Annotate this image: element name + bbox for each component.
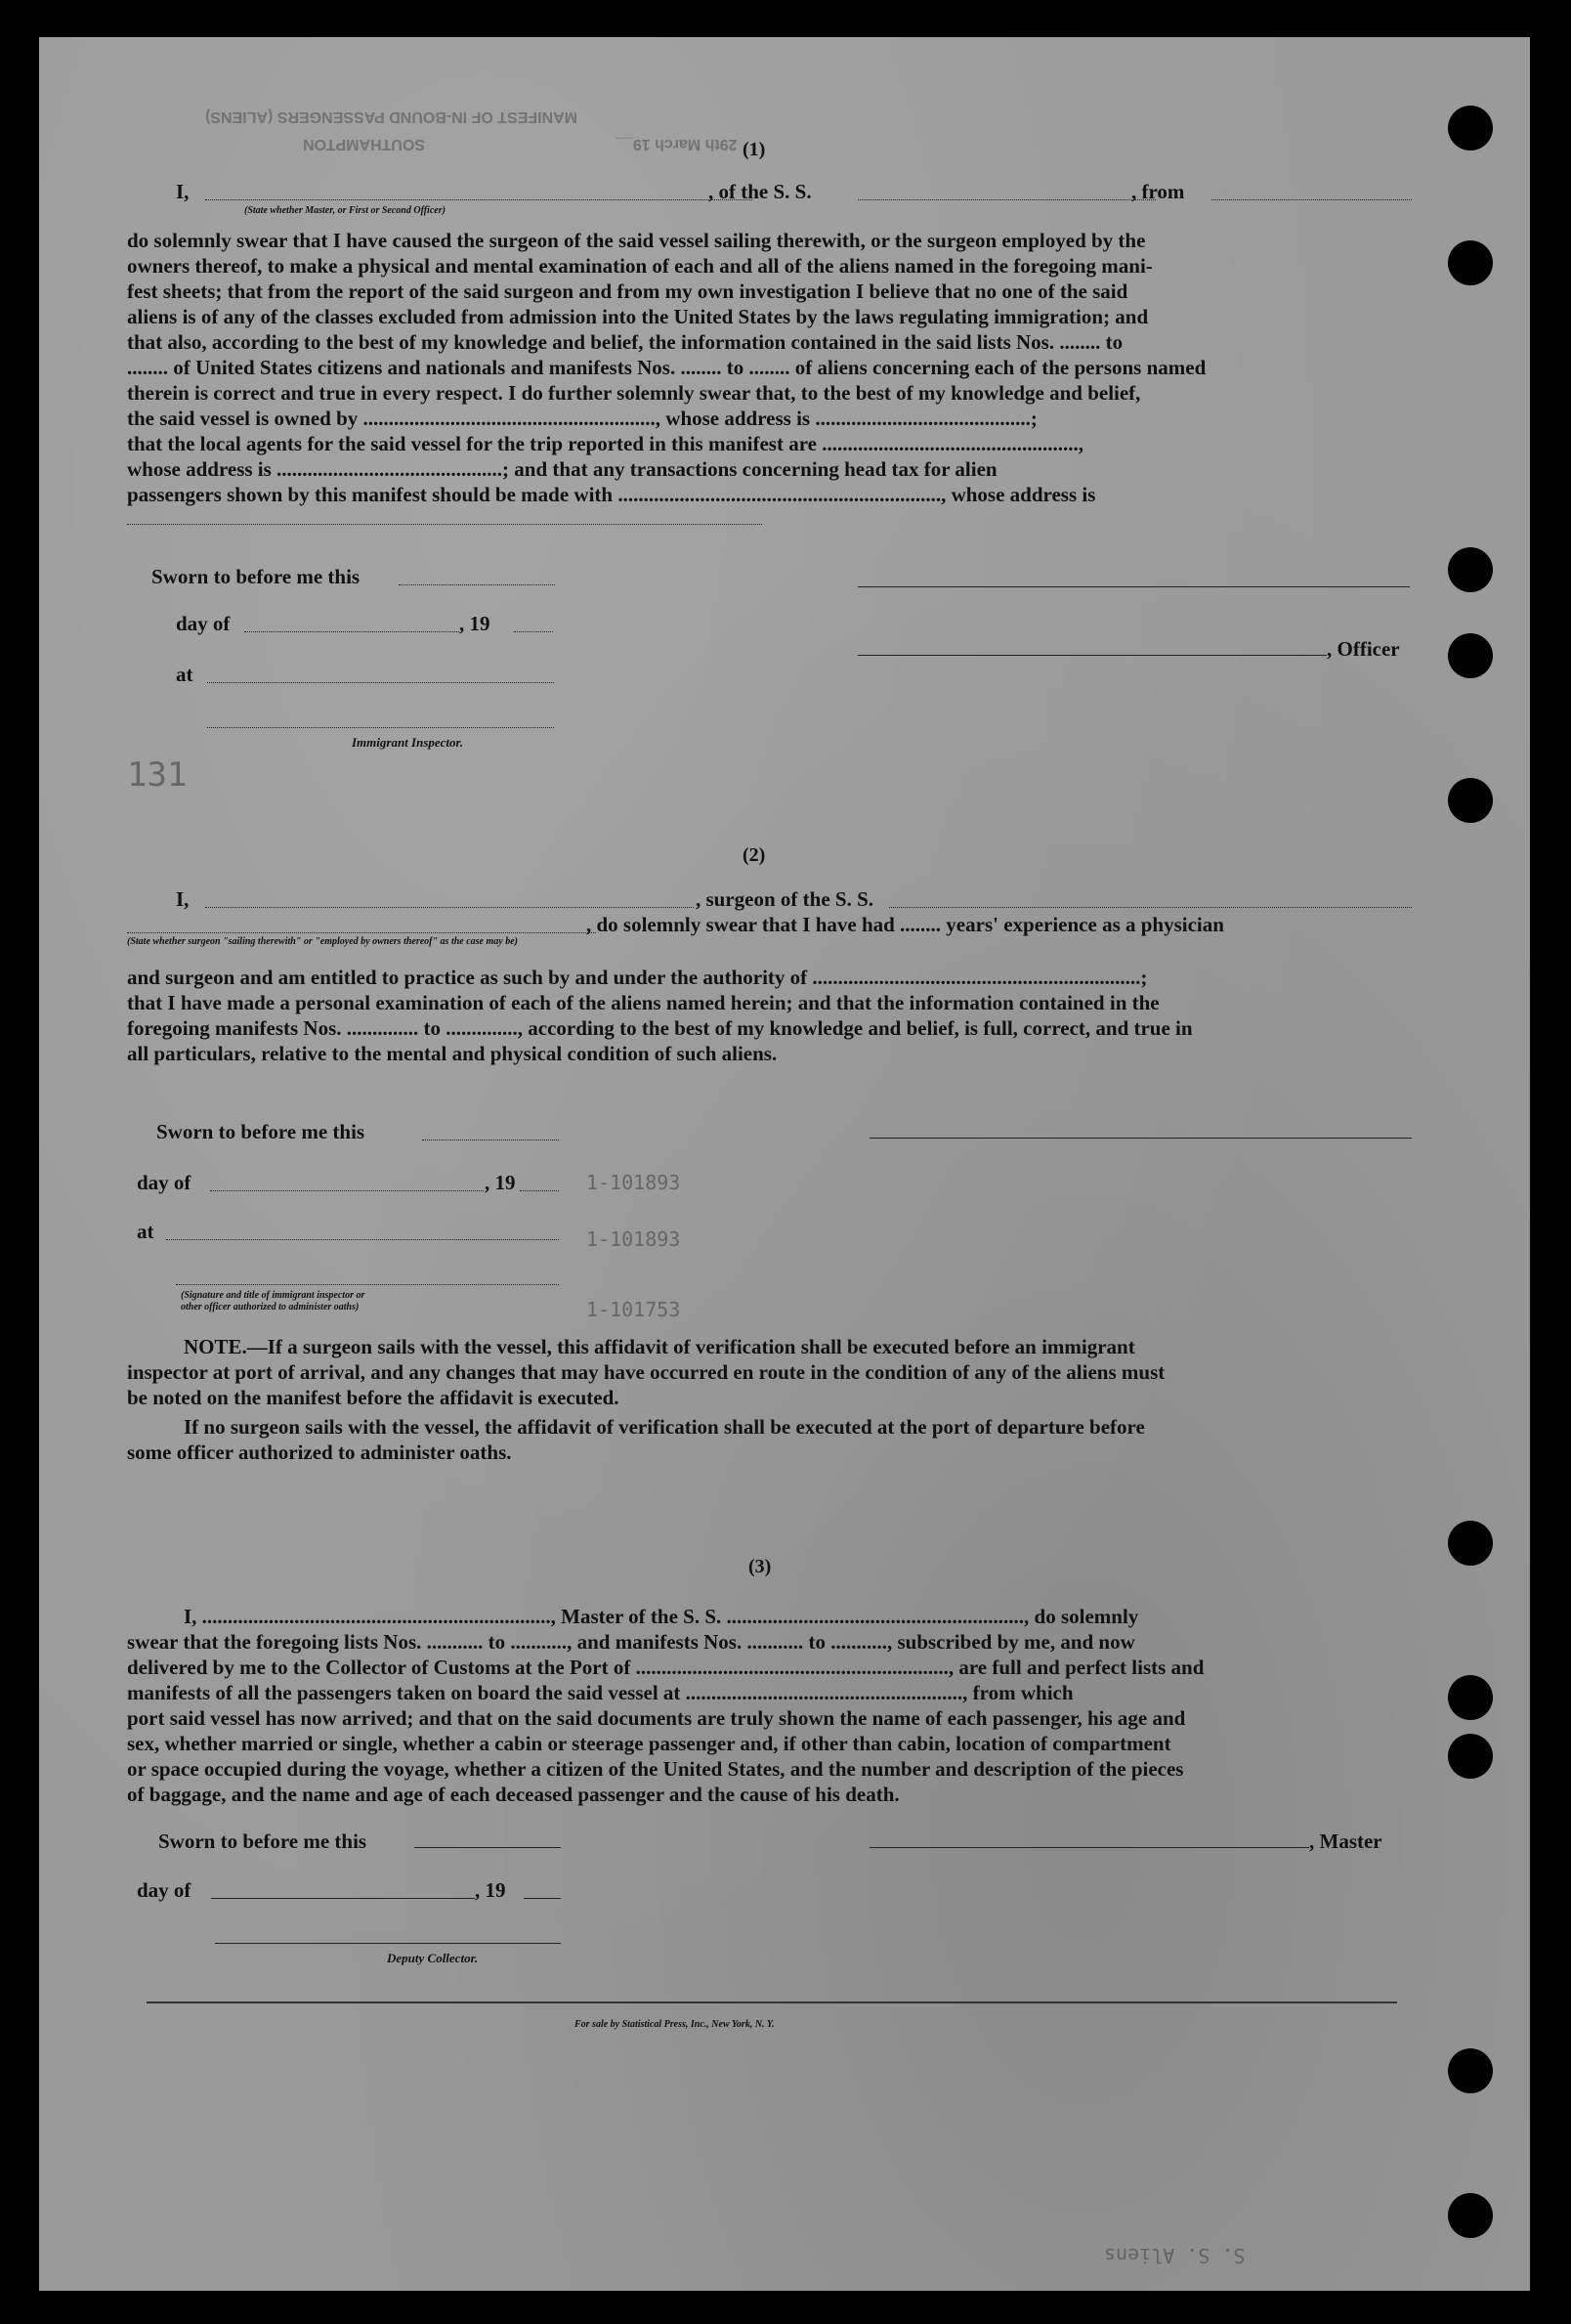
section2-caption: (State whether surgeon "sailing therewith" or "employed by owners thereof" as the case may be) <box>127 936 518 947</box>
section3-master-label: , Master <box>1309 1829 1382 1853</box>
section1-line: aliens is of any of the classes excluded from admission into the United States by the laws regulating immigration; and <box>127 305 1149 328</box>
from-port-field[interactable] <box>1211 199 1412 200</box>
section3-line: manifests of all the passengers taken on board the said vessel at ......................................................, from which <box>127 1681 1074 1704</box>
note-line: inspector at port of arrival, and any changes that may have occurred en route in the condition of any of the aliens must <box>127 1360 1166 1384</box>
sworn-date-field[interactable] <box>399 584 555 585</box>
section3-line: delivered by me to the Collector of Customs at the Port of ............................................................., are full and perfect lists and <box>127 1656 1205 1679</box>
punch-hole <box>1448 1734 1493 1779</box>
address-continuation-field[interactable] <box>127 524 762 525</box>
section1-line: that the local agents for the said vessel for the trip reported in this manifest are .................................................., <box>127 432 1083 455</box>
section3-sworn-field[interactable] <box>414 1847 561 1848</box>
punch-hole <box>1448 1521 1493 1566</box>
at-field[interactable] <box>207 682 554 683</box>
section3-line: I, ...................................................................., Master of the S. S. .........................................................., do solemnly <box>184 1605 1139 1628</box>
note-line: NOTE.—If a surgeon sails with the vessel, this affidavit of verification shall be executed before an immigrant <box>184 1335 1135 1358</box>
section2-surgeon-of: , surgeon of the S. S. <box>696 887 874 911</box>
section1-from: , from <box>1131 180 1185 203</box>
bleed-header-line1: MANIFEST OF IN-BOUND PASSENGERS (ALIENS) <box>205 108 578 125</box>
bleed-mark: 131 <box>127 755 188 795</box>
punch-hole <box>1448 547 1493 592</box>
section1-day-of-label: day of <box>176 612 231 635</box>
bleed-header-line2: SOUTHAMPTON <box>303 136 426 152</box>
printer-footer: For sale by Statistical Press, Inc., New York, N. Y. <box>574 2019 775 2030</box>
surgeon-name-field[interactable] <box>205 907 694 908</box>
day-of-field[interactable] <box>244 631 459 632</box>
section2-line: that I have made a personal examination of each of the aliens named herein; and that the information contained in the <box>127 991 1160 1014</box>
note-line: If no surgeon sails with the vessel, the affidavit of verification shall be executed at the port of departure before <box>184 1415 1145 1439</box>
section1-line: the said vessel is owned by ........................................................., whose address is ..........................................; <box>127 407 1038 430</box>
section1-caption: (State whether Master, or First or Second Officer) <box>244 205 446 216</box>
section1-line: passengers shown by this manifest should be made with ..............................................................., whose address is <box>127 483 1096 506</box>
section3-number: (3) <box>748 1556 772 1577</box>
section2-inspector-field[interactable] <box>176 1284 559 1285</box>
section1-line: owners thereof, to make a physical and mental examination of each and all of the aliens named in the foregoing mani- <box>127 254 1153 278</box>
section2-at-field[interactable] <box>166 1239 559 1240</box>
section1-officer-label: , Officer <box>1327 637 1400 661</box>
deputy-collector-caption: Deputy Collector. <box>387 1951 479 1965</box>
section3-year-label: , 19 <box>475 1878 506 1902</box>
section1-line: that also, according to the best of my knowledge and belief, the information contained in the said lists Nos. ........ to <box>127 330 1124 354</box>
master-signature-line[interactable] <box>870 1847 1309 1848</box>
section2-line: all particulars, relative to the mental and physical condition of such aliens. <box>127 1042 778 1065</box>
bleed-mark: 1-101893 <box>586 1227 681 1251</box>
punch-hole <box>1448 106 1493 151</box>
punch-hole <box>1448 2048 1493 2093</box>
section1-year-label: , 19 <box>459 612 490 635</box>
surgeon-type-field[interactable] <box>127 932 596 933</box>
section2-caption-a: (Signature and title of immigrant inspector or <box>181 1290 365 1301</box>
section2-at-label: at <box>137 1220 154 1243</box>
section2-line: foregoing manifests Nos. .............. to .............., according to the best of my knowledge and belief, is full, correct, and true in <box>127 1016 1193 1040</box>
punch-hole <box>1448 1675 1493 1720</box>
section3-day-of-label: day of <box>137 1878 191 1902</box>
officer-signature-line[interactable] <box>858 586 1410 587</box>
section1-line: fest sheets; that from the report of the said surgeon and from my own investigation I believe that no one of the said <box>127 280 1128 303</box>
bleed-mark: 1-101893 <box>586 1171 681 1194</box>
bleed-header-line3: 29th March 19__ <box>616 136 738 152</box>
section2-year-field[interactable] <box>520 1190 559 1191</box>
section3-line: swear that the foregoing lists Nos. ........... to ..........., and manifests Nos. ........... to ..........., subscribed by me, and now <box>127 1630 1135 1654</box>
immigrant-inspector-caption: Immigrant Inspector. <box>352 735 464 750</box>
section2-line: and surgeon and am entitled to practice as such by and under the authority of ................................................................; <box>127 966 1148 989</box>
section1-sworn-label: Sworn to before me this <box>151 565 361 588</box>
punch-hole <box>1448 778 1493 823</box>
section2-number: (2) <box>743 844 766 866</box>
deputy-collector-signature-line[interactable] <box>215 1943 561 1944</box>
section3-year-field[interactable] <box>524 1898 561 1899</box>
footer-rule <box>147 2001 1397 2003</box>
section3-day-field[interactable] <box>211 1898 475 1899</box>
section1-i: I, <box>176 180 190 203</box>
punch-hole <box>1448 633 1493 678</box>
ship-name-field[interactable] <box>858 199 1156 200</box>
section3-line: sex, whether married or single, whether a cabin or steerage passenger and, if other than cabin, location of compartment <box>127 1732 1171 1755</box>
section1-line: whose address is ............................................; and that any transactions concerning head tax for alien <box>127 457 998 481</box>
note-line: be noted on the manifest before the affidavit is executed. <box>127 1386 619 1409</box>
bleed-mark: 1-101753 <box>586 1298 681 1321</box>
inspector-signature-field[interactable] <box>207 727 554 728</box>
section3-line: port said vessel has now arrived; and that on the said documents are truly shown the name of each passenger, his age and <box>127 1706 1186 1730</box>
section1-line: do solemnly swear that I have caused the surgeon of the said vessel sailing therewith, or the surgeon employed by the <box>127 229 1146 252</box>
section2-year-label: , 19 <box>485 1171 516 1194</box>
section3-line: of baggage, and the name and age of each deceased passenger and the cause of his death. <box>127 1783 900 1806</box>
surgeon-signature-line[interactable] <box>870 1138 1412 1139</box>
officer-title-line[interactable] <box>858 655 1327 656</box>
section2-i: I, <box>176 887 190 911</box>
punch-hole <box>1448 240 1493 285</box>
section1-line: therein is correct and true in every respect. I do further solemnly swear that, to the best of my knowledge and belief, <box>127 381 1141 405</box>
section3-line: or space occupied during the voyage, whether a citizen of the United States, and the number and description of the pieces <box>127 1757 1184 1781</box>
section1-line: ........ of United States citizens and nationals and manifests Nos. ........ to ........ of aliens concerning each of the persons named <box>127 356 1207 379</box>
section2-day-field[interactable] <box>210 1190 484 1191</box>
bleed-mark: S. S. Aliens <box>1104 2244 1246 2267</box>
officer-name-field[interactable] <box>205 199 752 200</box>
section2-caption-b: other officer authorized to administer oaths) <box>181 1302 360 1313</box>
section2-sworn-label: Sworn to before me this <box>156 1120 365 1143</box>
section1-of-ss: , of the S. S. <box>708 180 812 203</box>
document-page <box>39 37 1530 2291</box>
section3-sworn-label: Sworn to before me this <box>158 1829 367 1853</box>
year-field[interactable] <box>514 631 553 632</box>
section2-swear: , do solemnly swear that I have had ........ years' experience as a physician <box>586 913 1224 936</box>
section2-day-of-label: day of <box>137 1171 191 1194</box>
section1-at-label: at <box>176 663 193 686</box>
surgeon-ship-field[interactable] <box>889 907 1412 908</box>
note-line: some officer authorized to administer oaths. <box>127 1441 512 1464</box>
punch-hole <box>1448 2193 1493 2238</box>
section1-number: (1) <box>743 139 766 160</box>
